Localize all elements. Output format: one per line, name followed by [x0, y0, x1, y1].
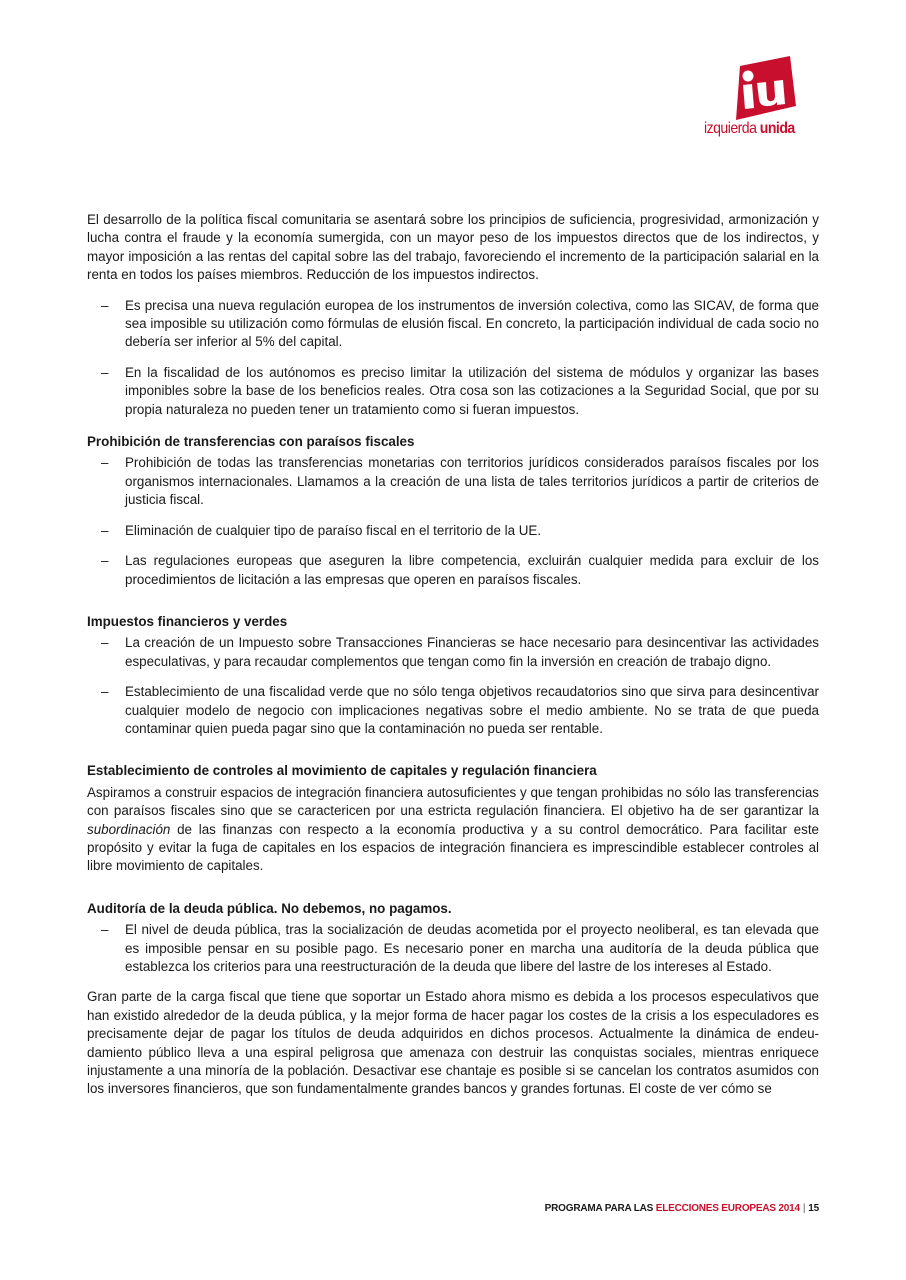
- list-item: – Eliminación de cualquier tipo de paraíso fiscal en el territorio de la UE.: [87, 522, 819, 540]
- document-body: [87, 211, 819, 1111]
- section-heading: Prohibición de transferencias con paraísos fiscales: [87, 434, 415, 450]
- izquierda-unida-logo: [700, 56, 825, 150]
- list-item: – Establecimiento de una fiscalidad verde que no sólo tenga objetivos recaudatorios sino que sirva para desincentivar cualquier modelo de negocio con implicaciones negativas sobre el medio ambiente. No se trata de que pueda contaminar quien pueda pagar sino que la contaminación no pueda ser rentable.: [101, 684, 819, 736]
- section-paragraph: Aspiramos a construir espacios de integración financiera autosuficientes y que tengan prohibidas no sólo las transferencias con paraísos fiscales sino que se caractericen por una estricta regulación financiera. El objetivo ha de ser garantizar la subordinación de las finanzas con respecto a la economía productiva y a su control democrático. Para facilitar este propósito y evitar la fuga de capitales en los espacios de integración financiera es imprescindible establecer controles al libre movimiento de capitales.: [87, 784, 819, 874]
- dash-bullet: –: [101, 684, 109, 700]
- section-heading: Establecimiento de controles al movimiento de capitales y regulación financiera: [87, 763, 597, 779]
- page-number: 15: [808, 1203, 819, 1214]
- page-footer: [545, 1203, 819, 1214]
- logo-wordmark: [704, 120, 811, 138]
- footer-prefix: PROGRAMA PARA LAS: [544, 1203, 654, 1214]
- list-item: – En la fiscalidad de los autónomos es preciso limitar la utilización del sistema de módulos y organizar las bases imponibles sobre la base de los beneficios reales. Otra cosa son las cotizaciones a la Seguridad Social, que por su propia naturaleza no pueden tener un tratamiento como si fueran impuestos.: [101, 364, 819, 417]
- list-item: – Es precisa una nueva regulación europea de los instrumentos de inversión colectiva, como las SICAV, de forma que sea imposible su utilización como fórmulas de elusión fiscal. En concreto, la participación individual de cada socio no debería ser inferior al 5% del capital.: [101, 297, 819, 350]
- section-heading: Auditoría de la deuda pública. No debemos, no pagamos.: [87, 900, 452, 916]
- iu-logo-mark-icon: [730, 56, 796, 120]
- dash-bullet: –: [101, 297, 109, 313]
- intro-bullet-list: [87, 297, 819, 419]
- list-item: – Las regulaciones europeas que aseguren la libre competencia, excluirán cualquier medida para excluir de los procedimientos de licitación a las empresas que operen en paraísos fiscales.: [101, 553, 819, 587]
- dash-bullet: –: [101, 635, 109, 651]
- footer-highlight: ELECCIONES EUROPEAS 2014: [655, 1203, 800, 1214]
- logo-word-izquierda: izquierda: [704, 120, 757, 137]
- list-item: – El nivel de deuda pública, tras la socialización de deudas acometida por el proyecto neoliberal, es tan elevada que es imposible pensar en su posible pago. Es necesario poner en marcha una auditoría de la deuda pública que establezca los criterios para una reestructuración de la deuda que libere del lastre de los intereses al Estado.: [101, 922, 819, 974]
- dash-bullet: –: [101, 922, 109, 938]
- intro-paragraph: El desarrollo de la política fiscal comunitaria se asentará sobre los principios de suficiencia, progresividad, armonización y lucha contra el fraude y la economía sumergida, con un mayor peso de los impuestos directos que de los indirectos, y mayor imposición a las rentas del capital sobre las del trabajo, favoreciendo el incremento de la participación salarial en la renta en todos los países miembros. Reducción de los impuestos indirectos.: [87, 212, 819, 283]
- section-bullet-list: [87, 921, 819, 976]
- dash-bullet: –: [101, 522, 109, 538]
- section-heading: Impuestos financieros y verdes: [87, 613, 288, 629]
- section-bullet-list: [87, 454, 819, 588]
- dash-bullet: –: [101, 364, 109, 380]
- list-item: – La creación de un Impuesto sobre Transacciones Financieras se hace necesario para desincentivar las actividades especulativas, y para recaudar complementos que tengan como fin la inversión en creación de trabajo digno.: [101, 635, 819, 669]
- logo-word-unida: unida: [759, 120, 795, 137]
- closing-paragraph: Gran parte de la carga fiscal que tiene que soportar un Estado ahora mismo es debida a los procesos especulativos que han existido alrededor de la deuda pública, y la mejor forma de hacer pagar los costes de la crisis a los especuladores es precisamente dejar de pagar los títulos de deuda adquiridos en dichos procesos. Actualmente la dinámica de endeudamiento público lleva a una espiral peligrosa que amenaza con destruir las conquistas sociales, mientras enriquece injustamente a una minoría de la población. Desactivar ese chantaje es posible si se cancelan los contratos asumidos con los inversores financieros, que son fundamentalmente grandes bancos y grandes fortunas. El coste de ver cómo se: [87, 989, 819, 1097]
- list-item: – Prohibición de todas las transferencias monetarias con territorios jurídicos considerados paraísos fiscales por los organismos internacionales. Llamamos a la creación de una lista de tales territorios jurídicos a partir de criterios de justicia fiscal.: [101, 455, 819, 508]
- dash-bullet: –: [101, 553, 109, 569]
- section-bullet-list: [87, 634, 819, 738]
- dash-bullet: –: [101, 455, 109, 471]
- footer-separator: |: [802, 1203, 806, 1214]
